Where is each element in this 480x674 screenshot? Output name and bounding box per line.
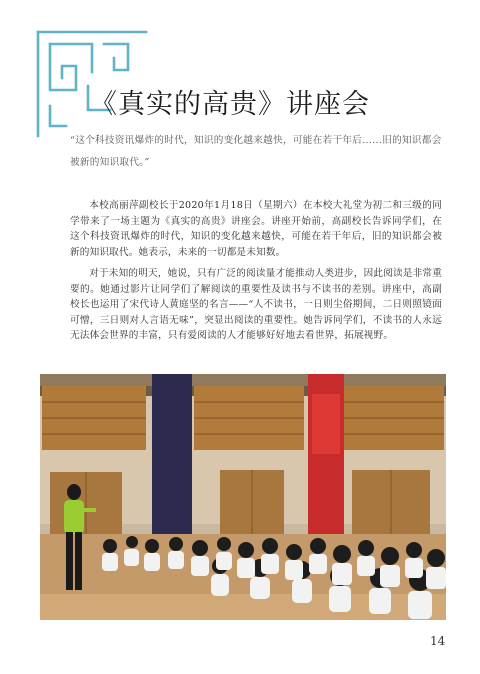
lecture-hall-photo bbox=[40, 374, 446, 620]
article-paragraph-1: 本校高丽萍副校长于2020年1月18日（星期六）在本校大礼堂为初二和三级的同学带来了一场主题为《真实的高贵》讲座会。讲座开始前，高副校长告诉同学们，在这个科技资讯爆炸的时代，知识的变化越来越快，可能在若干年后，旧的知识都会被新的知识取代。她表示，未来的一切都是未知数。 bbox=[70, 200, 442, 258]
article-paragraph-2: 对于未知的明天，她说，只有广泛的阅读量才能推动人类进步，因此阅读是非常重要的。她通过影片让同学们了解阅读的重要性及读书与不读书的差别。讲座中，高副校长也运用了宋代诗人黄庭坚的名言——“人不读书，一日则尘俗期间，二日则照镜面可憎，三日则对人言语无味”，突显出阅读的重要性。她告诉同学们，不读书的人永远无法体会世界的丰富，只有爱阅读的人才能够好好地去看世界，拓展视野。 bbox=[70, 268, 442, 342]
page-number: 14 bbox=[430, 634, 446, 648]
article-quote: “这个科技资讯爆炸的时代，知识的变化越来越快，可能在若干年后......旧的知识都会被新的知识取代。” bbox=[70, 135, 442, 168]
article-title: 《真实的高贵》讲座会 bbox=[90, 89, 370, 120]
